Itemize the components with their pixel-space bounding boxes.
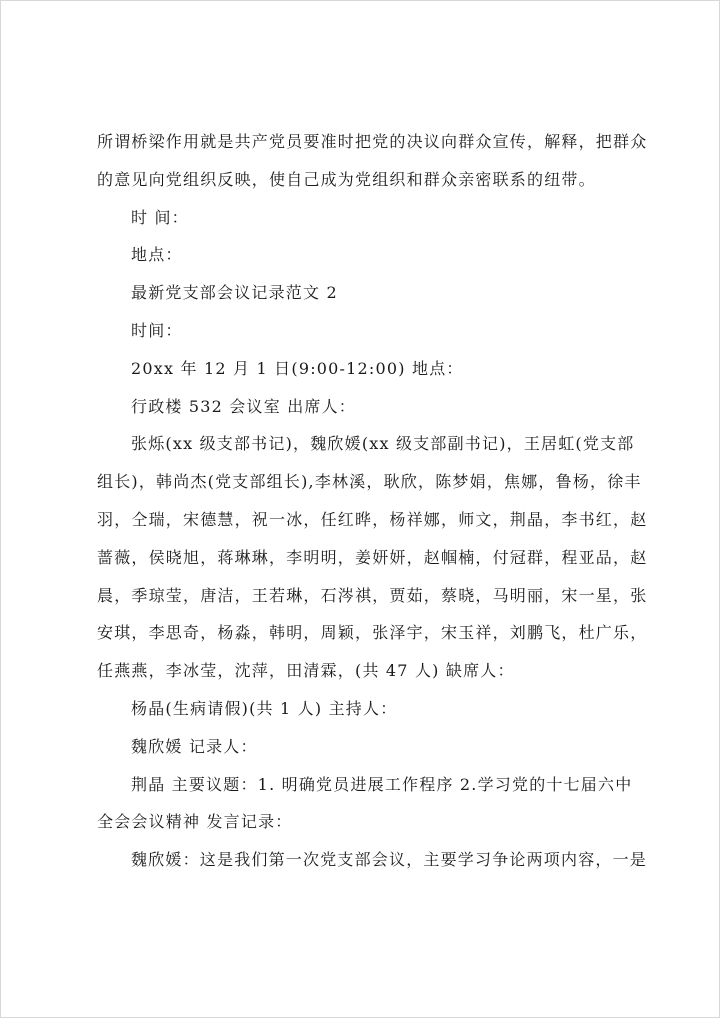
text-line: 羽，仝瑞，宋德慧，祝一冰，任红晔，杨祥娜，师文，荆晶，李书红，赵 bbox=[97, 509, 648, 529]
text-line: 最新党支部会议记录范文 2 bbox=[131, 283, 338, 303]
paragraph-attendees bbox=[97, 425, 648, 690]
paragraph-location-label bbox=[97, 236, 637, 274]
text-line: 所谓桥梁作用就是共产党员要准时把党的决议向群众宣传，解释，把群众 bbox=[97, 132, 648, 151]
paragraph-venue bbox=[97, 388, 637, 426]
paragraph-absentee bbox=[97, 690, 637, 728]
text-line: 魏欣媛：这是我们第一次党支部会议，主要学习争论两项内容，一是 bbox=[131, 850, 648, 870]
paragraph-host bbox=[97, 728, 637, 766]
text-line: 蔷薇，侯晓旭，蒋琳琳，李明明，姜妍妍，赵帼楠，付冠群，程亚品，赵 bbox=[97, 547, 648, 567]
paragraph-agenda bbox=[97, 766, 637, 842]
document-body bbox=[97, 123, 648, 879]
text-line: 的意见向党组织反映，使自己成为党组织和群众亲密联系的纽带。 bbox=[97, 169, 596, 189]
text-line: 全会会议精神 发言记录： bbox=[97, 812, 293, 832]
text-line: 行政楼 532 会议室 出席人： bbox=[131, 396, 356, 416]
paragraph-time bbox=[97, 312, 637, 350]
text-line: 时 间： bbox=[131, 207, 189, 227]
paragraph-bridge-role bbox=[97, 123, 648, 199]
text-line: 安琪，李思奇，杨淼，韩明，周颖，张泽宇，宋玉祥，刘鹏飞，杜广乐， bbox=[97, 623, 648, 643]
text-line: 任燕燕，李冰莹，沈萍，田清霖，(共 47 人) 缺席人： bbox=[97, 661, 515, 681]
text-line: 20xx 年 12 月 1 日(9:00-12:00) 地点： bbox=[131, 358, 464, 378]
text-line: 组长)，韩尚杰(党支部组长),李林溪，耿欣，陈梦娟，焦娜，鲁杨，徐丰 bbox=[97, 472, 642, 492]
text-line: 荆晶 主要议题：1. 明确党员进展工作程序 2.学习党的十七届六中 bbox=[131, 774, 633, 794]
text-line: 张烁(xx 级支部书记)，魏欣媛(xx 级支部副书记)，王居虹(党支部 bbox=[131, 434, 635, 454]
text-line: 时间： bbox=[131, 320, 183, 340]
paragraph-date bbox=[97, 350, 637, 388]
text-line: 晨，季琼莹，唐洁，王若琳，石涔祺，贾茹，蔡晓，马明丽，宋一星，张 bbox=[97, 585, 648, 605]
paragraph-speech bbox=[97, 841, 648, 879]
section-heading bbox=[97, 274, 637, 312]
text-line: 杨晶(生病请假)(共 1 人) 主持人： bbox=[131, 698, 398, 718]
text-line: 魏欣媛 记录人： bbox=[131, 736, 258, 756]
paragraph-time-label bbox=[97, 199, 637, 237]
text-line: 地点： bbox=[131, 245, 183, 265]
